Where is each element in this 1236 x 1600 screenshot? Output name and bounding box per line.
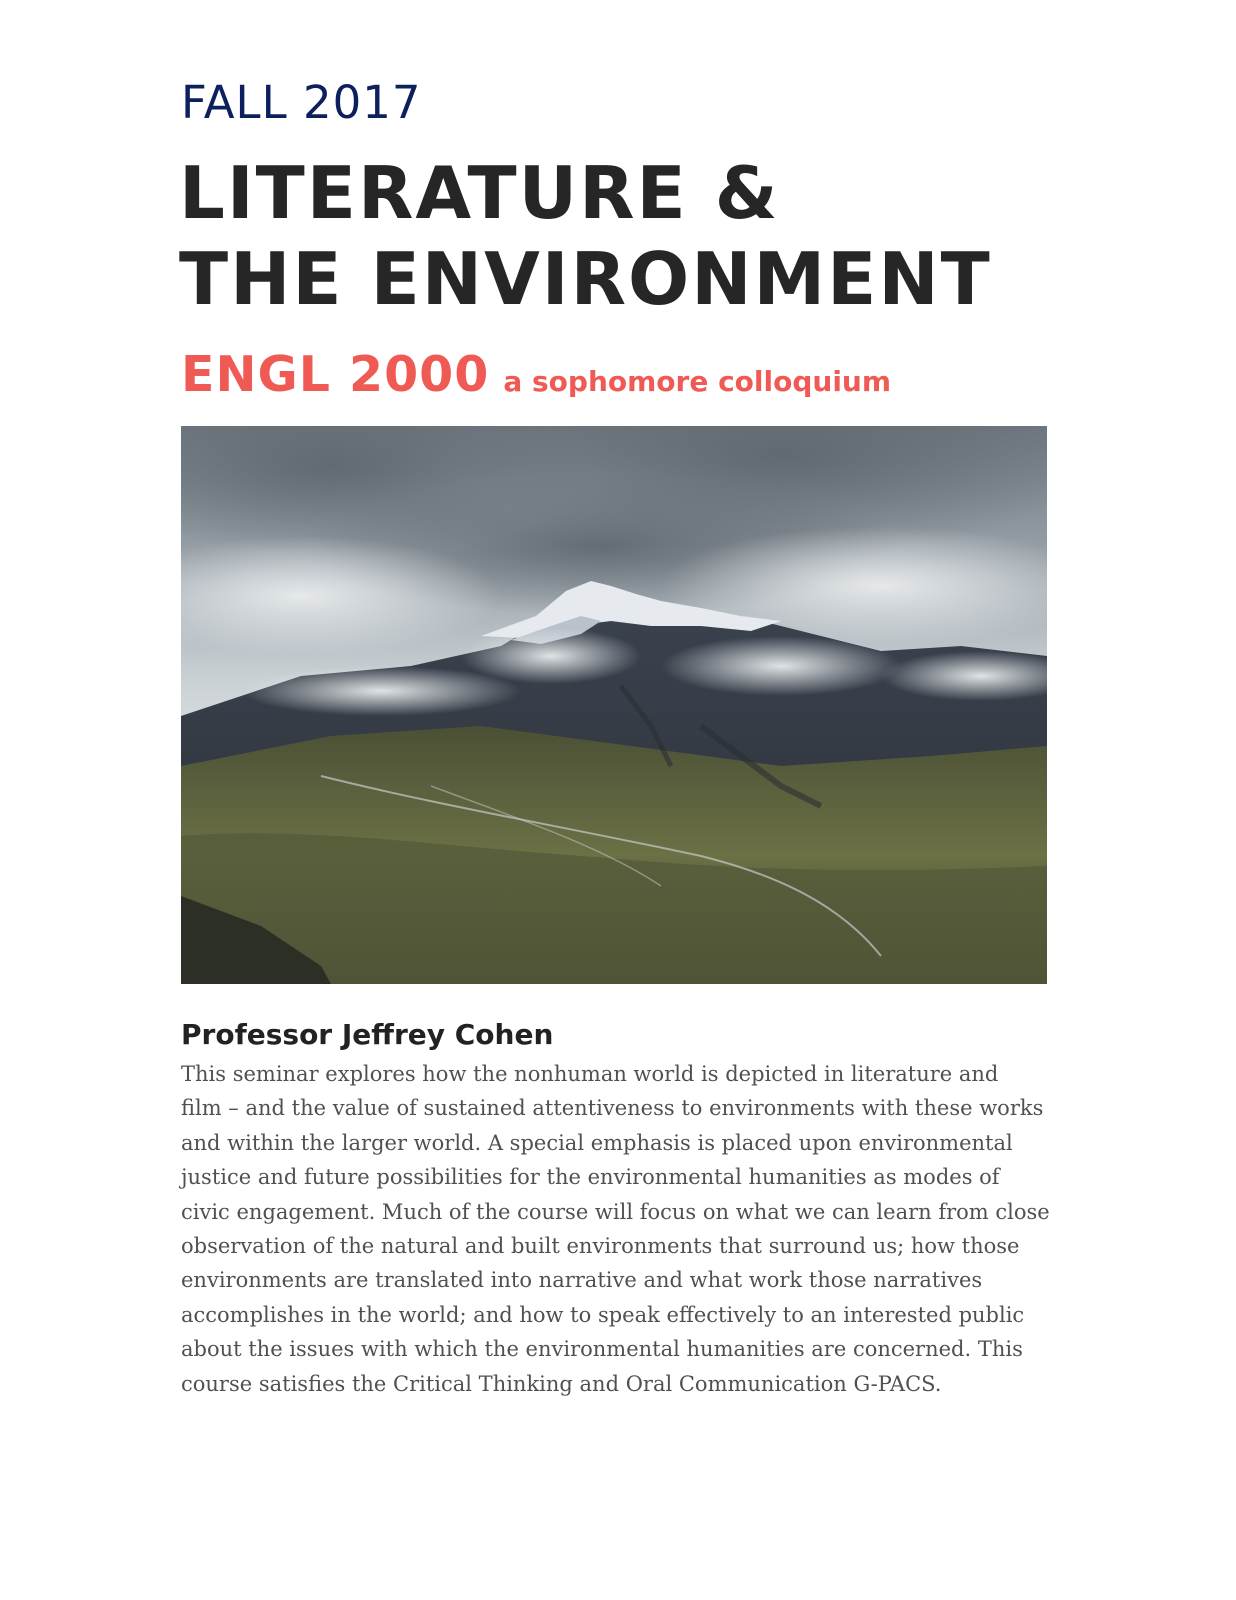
- mountain-photo: [181, 426, 1047, 984]
- course-code: ENGL 2000: [181, 346, 490, 403]
- description-line: and within the larger world. A special emphasis is placed upon environmental: [181, 1130, 1013, 1155]
- description-line: accomplishes in the world; and how to speak effectively to an interested public: [181, 1302, 1025, 1327]
- description-line: environments are translated into narrative and what work those narratives: [181, 1268, 983, 1293]
- description-line: film – and the value of sustained attentiveness to environments with these works: [181, 1096, 1044, 1121]
- description-line: This seminar explores how the nonhuman world is depicted in literature and: [181, 1062, 999, 1086]
- description-line: civic engagement. Much of the course will focus on what we can learn from close: [181, 1199, 1050, 1224]
- description-line: course satisfies the Critical Thinking and Oral Communication G-PACS.: [181, 1371, 942, 1396]
- course-description: [181, 1057, 1050, 1401]
- description-line: about the issues with which the environmental humanities are concerned. This: [181, 1337, 1023, 1362]
- course-subtitle: a sophomore colloquium: [503, 365, 892, 398]
- course-title: [179, 150, 992, 322]
- description-line: observation of the natural and built environments that surround us; how those: [181, 1234, 1020, 1259]
- term-label: FALL 2017: [181, 76, 422, 129]
- course-title-line-1: LITERATURE &: [179, 151, 780, 235]
- course-heading: [181, 346, 891, 403]
- course-title-line-2: THE ENVIRONMENT: [179, 237, 992, 321]
- description-line: justice and future possibilities for the environmental humanities as modes of: [181, 1165, 1000, 1190]
- instructor-name: Professor Jeffrey Cohen: [181, 1018, 554, 1051]
